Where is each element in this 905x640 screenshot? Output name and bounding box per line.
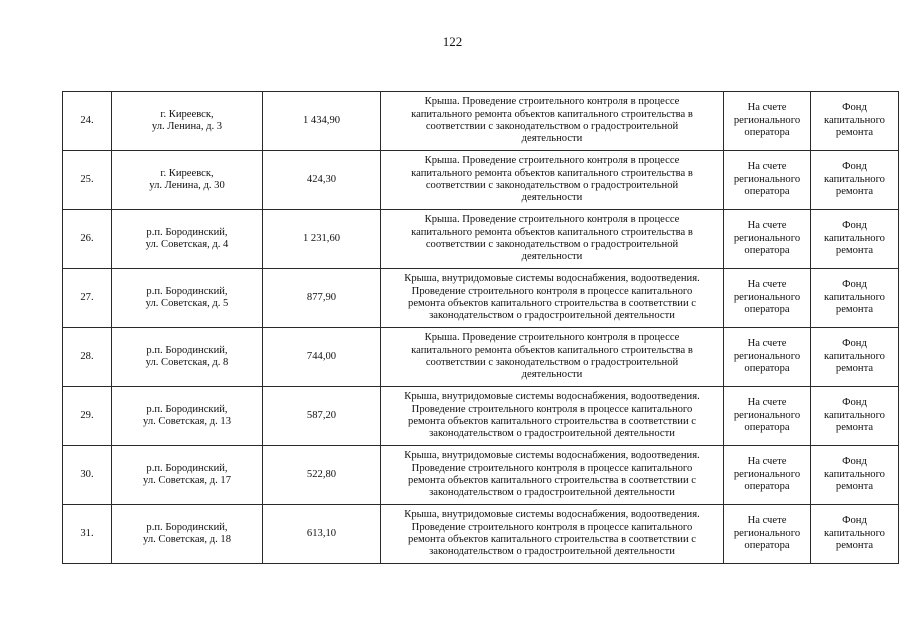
funding-source-cell (811, 446, 899, 505)
row-number-cell (63, 446, 112, 505)
funding-source-line: Фонд (842, 220, 867, 232)
work-type-line: Крыша. Проведение строительного контроля в процессе (424, 96, 680, 108)
address-locality: р.п. Бородинский, (146, 226, 228, 238)
account-line: оператора (744, 186, 790, 198)
address-street: ул. Ленина, д. 3 (151, 121, 223, 132)
address-cell (112, 151, 263, 210)
funding-source-line: ремонта (835, 540, 874, 552)
account-line: оператора (744, 363, 790, 375)
account-line: На счете (747, 220, 787, 232)
work-type-cell (381, 387, 724, 446)
address-locality: г. Киреевск, (160, 108, 214, 120)
address-street: ул. Ленина, д. 30 (149, 180, 225, 191)
funding-source-cell (811, 269, 899, 328)
work-type-cell (381, 92, 724, 151)
funding-source-line: ремонта (835, 127, 874, 139)
work-type-line: законодательством о градостроительной деятельности (429, 487, 675, 499)
row-number: 28. (80, 350, 94, 362)
row-number-cell (63, 269, 112, 328)
area-value: 522,80 (306, 468, 337, 480)
address-locality: р.п. Бородинский, (146, 521, 228, 533)
area-cell (263, 387, 381, 446)
area-value: 1 434,90 (302, 114, 341, 126)
funding-source-cell (811, 92, 899, 151)
account-line: На счете (747, 515, 787, 527)
address-street: ул. Советская, д. 13 (142, 416, 232, 427)
work-type-line: деятельности (521, 251, 583, 263)
work-type-line: ремонта объектов капитального строительства в соответствии с (408, 298, 696, 309)
address-cell (112, 387, 263, 446)
account-line: регионального (733, 173, 801, 185)
account-cell (724, 210, 811, 269)
address-street: ул. Советская, д. 17 (142, 475, 232, 486)
address-locality: р.п. Бородинский, (146, 462, 228, 474)
account-line: регионального (733, 291, 801, 303)
area-value: 877,90 (306, 291, 337, 303)
address-locality: р.п. Бородинский, (146, 285, 228, 297)
funding-source-line: капитального (824, 468, 885, 480)
funding-source-cell (811, 387, 899, 446)
row-number-cell (63, 328, 112, 387)
table-row (63, 328, 899, 387)
funding-source-line: капитального (824, 173, 885, 185)
address-cell (112, 446, 263, 505)
account-line: регионального (733, 114, 801, 126)
work-type-cell (381, 505, 724, 564)
funding-source-line: Фонд (842, 397, 867, 409)
work-type-line: деятельности (521, 133, 583, 145)
area-cell (263, 505, 381, 564)
address-street: ул. Советская, д. 18 (142, 534, 232, 545)
area-value: 424,30 (306, 173, 337, 185)
work-type-line: Проведение строительного контроля в процессе капитального (411, 403, 693, 415)
address-cell (112, 505, 263, 564)
funding-source-line: ремонта (835, 422, 874, 434)
account-cell (724, 505, 811, 564)
table-row (63, 210, 899, 269)
row-number: 27. (80, 291, 94, 303)
row-number: 26. (80, 232, 94, 244)
work-type-line: Проведение строительного контроля в процессе капитального (411, 521, 693, 533)
address-street: ул. Советская, д. 4 (145, 239, 229, 250)
address-cell (112, 269, 263, 328)
work-type-line: Крыша, внутридомовые системы водоснабжения, водоотведения. (404, 273, 700, 285)
area-cell (263, 328, 381, 387)
work-type-line: капитального ремонта объектов капитального строительства в (411, 108, 693, 120)
row-number-cell (63, 210, 112, 269)
row-number: 24. (80, 114, 94, 126)
row-number: 30. (80, 468, 94, 480)
account-line: оператора (744, 127, 790, 139)
address-locality: р.п. Бородинский, (146, 344, 228, 356)
work-type-line: соответствии с законодательством о градостроительной (425, 121, 679, 132)
area-cell (263, 446, 381, 505)
address-cell (112, 328, 263, 387)
area-value: 587,20 (306, 409, 337, 421)
row-number: 25. (80, 173, 94, 185)
funding-source-line: Фонд (842, 515, 867, 527)
work-type-line: Крыша. Проведение строительного контроля в процессе (424, 155, 680, 167)
area-value: 613,10 (306, 527, 337, 539)
work-type-cell (381, 210, 724, 269)
work-type-line: Крыша. Проведение строительного контроля в процессе (424, 214, 680, 226)
area-cell (263, 92, 381, 151)
table-row (63, 387, 899, 446)
work-type-line: соответствии с законодательством о градостроительной (425, 357, 679, 368)
funding-source-line: капитального (824, 409, 885, 421)
account-line: На счете (747, 279, 787, 291)
funding-source-line: Фонд (842, 161, 867, 173)
work-type-line: Проведение строительного контроля в процессе капитального (411, 285, 693, 297)
funding-source-line: Фонд (842, 279, 867, 291)
account-line: На счете (747, 338, 787, 350)
work-type-line: Крыша, внутридомовые системы водоснабжения, водоотведения. (404, 391, 700, 403)
funding-source-line: Фонд (842, 102, 867, 114)
row-number-cell (63, 92, 112, 151)
area-value: 1 231,60 (302, 232, 341, 244)
funding-source-line: капитального (824, 114, 885, 126)
work-type-line: капитального ремонта объектов капитального строительства в (411, 226, 693, 238)
work-type-cell (381, 446, 724, 505)
funding-source-line: капитального (824, 291, 885, 303)
work-type-line: Крыша. Проведение строительного контроля в процессе (424, 332, 680, 344)
address-cell (112, 92, 263, 151)
account-cell (724, 387, 811, 446)
area-value: 744,00 (306, 350, 337, 362)
row-number: 29. (80, 409, 94, 421)
row-number-cell (63, 387, 112, 446)
work-type-cell (381, 151, 724, 210)
funding-source-cell (811, 210, 899, 269)
work-type-line: законодательством о градостроительной деятельности (429, 310, 675, 322)
work-type-line: Проведение строительного контроля в процессе капитального (411, 462, 693, 474)
account-line: оператора (744, 422, 790, 434)
account-line: На счете (747, 456, 787, 468)
table-row (63, 505, 899, 564)
table-row (63, 269, 899, 328)
address-locality: г. Киреевск, (160, 167, 214, 179)
row-number: 31. (80, 527, 94, 539)
funding-source-line: ремонта (835, 186, 874, 198)
row-number-cell (63, 151, 112, 210)
account-cell (724, 269, 811, 328)
account-line: На счете (747, 397, 787, 409)
work-type-line: Крыша, внутридомовые системы водоснабжения, водоотведения. (404, 509, 700, 521)
account-line: На счете (747, 102, 787, 114)
work-type-line: ремонта объектов капитального строительства в соответствии с (408, 416, 696, 427)
work-type-line: деятельности (521, 369, 583, 381)
work-type-line: ремонта объектов капитального строительства в соответствии с (408, 475, 696, 486)
work-type-line: капитального ремонта объектов капитального строительства в (411, 167, 693, 179)
work-type-line: законодательством о градостроительной деятельности (429, 428, 675, 440)
funding-source-line: ремонта (835, 245, 874, 257)
funding-source-cell (811, 328, 899, 387)
area-cell (263, 151, 381, 210)
funding-source-line: ремонта (835, 481, 874, 493)
work-type-line: соответствии с законодательством о градостроительной (425, 239, 679, 250)
funding-source-cell (811, 151, 899, 210)
page-number: 122 (442, 34, 463, 49)
table-row (63, 92, 899, 151)
account-line: оператора (744, 304, 790, 316)
account-line: регионального (733, 527, 801, 539)
address-cell (112, 210, 263, 269)
work-type-line: ремонта объектов капитального строительства в соответствии с (408, 534, 696, 545)
area-cell (263, 210, 381, 269)
work-type-line: законодательством о градостроительной деятельности (429, 546, 675, 558)
address-street: ул. Советская, д. 5 (145, 298, 229, 309)
area-cell (263, 269, 381, 328)
funding-source-line: Фонд (842, 338, 867, 350)
repair-table (62, 91, 899, 564)
funding-source-line: ремонта (835, 304, 874, 316)
account-line: оператора (744, 540, 790, 552)
work-type-line: Крыша, внутридомовые системы водоснабжения, водоотведения. (404, 450, 700, 462)
account-line: На счете (747, 161, 787, 173)
account-line: регионального (733, 468, 801, 480)
address-street: ул. Советская, д. 8 (145, 357, 229, 368)
table-row (63, 446, 899, 505)
address-locality: р.п. Бородинский, (146, 403, 228, 415)
table-body (63, 92, 899, 564)
account-line: регионального (733, 350, 801, 362)
funding-source-line: Фонд (842, 456, 867, 468)
account-line: регионального (733, 232, 801, 244)
account-line: оператора (744, 245, 790, 257)
work-type-cell (381, 328, 724, 387)
row-number-cell (63, 505, 112, 564)
table-row (63, 151, 899, 210)
work-type-line: соответствии с законодательством о градостроительной (425, 180, 679, 191)
funding-source-line: ремонта (835, 363, 874, 375)
account-cell (724, 328, 811, 387)
account-cell (724, 446, 811, 505)
account-line: регионального (733, 409, 801, 421)
account-line: оператора (744, 481, 790, 493)
funding-source-cell (811, 505, 899, 564)
account-cell (724, 92, 811, 151)
work-type-cell (381, 269, 724, 328)
account-cell (724, 151, 811, 210)
work-type-line: капитального ремонта объектов капитального строительства в (411, 344, 693, 356)
work-type-line: деятельности (521, 192, 583, 204)
funding-source-line: капитального (824, 527, 885, 539)
funding-source-line: капитального (824, 350, 885, 362)
funding-source-line: капитального (824, 232, 885, 244)
